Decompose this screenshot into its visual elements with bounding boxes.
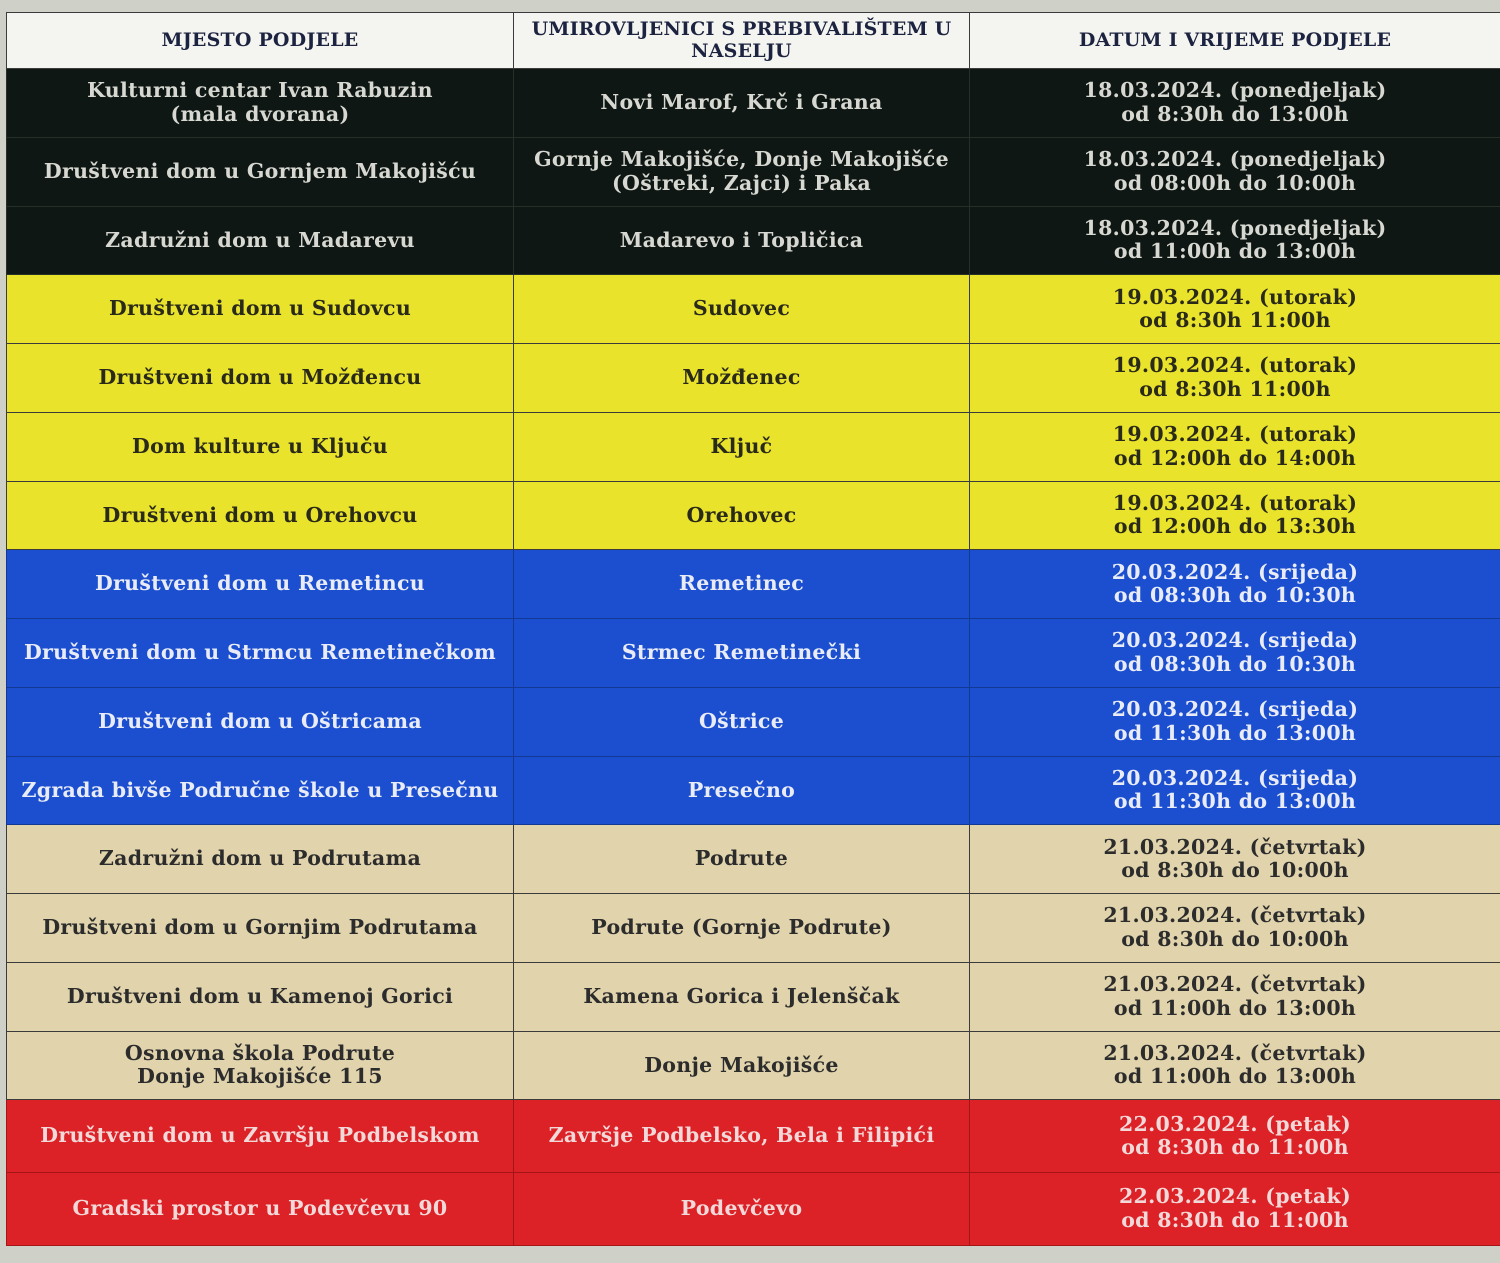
time-text: od 11:30h do 13:00h — [1113, 789, 1357, 814]
place-cell-text: Zadružni dom u Madarevu — [105, 227, 415, 252]
residents-cell — [514, 619, 970, 688]
date-text: 20.03.2024. (srijeda) — [1111, 765, 1359, 790]
datetime-cell — [970, 756, 1500, 825]
residents-cell-text: Remetinec — [678, 571, 805, 596]
residents-cell-text: Oštrice — [698, 708, 785, 733]
residents-cell — [514, 481, 970, 550]
residents-cell-text: Ključ — [710, 433, 773, 458]
datetime-cell — [970, 1173, 1500, 1246]
date-text: 21.03.2024. (četvrtak) — [1103, 903, 1367, 928]
place-cell — [7, 756, 514, 825]
header-place: MJESTO PODJELE — [7, 13, 514, 69]
table-row — [7, 1031, 1500, 1100]
header-datetime: DATUM I VRIJEME PODJELE — [970, 13, 1500, 69]
datetime-cell — [970, 275, 1500, 344]
header-residents — [514, 13, 970, 69]
residents-cell-text: Donje Makojišće — [644, 1052, 839, 1077]
table-row — [7, 481, 1500, 550]
place-cell-text: Društveni dom u Remetincu — [94, 571, 425, 596]
place-cell — [7, 687, 514, 756]
datetime-cell — [970, 206, 1500, 275]
place-cell — [7, 206, 514, 275]
time-text: od 8:30h do 11:00h — [1121, 1208, 1349, 1233]
table-row — [7, 894, 1500, 963]
date-text: 22.03.2024. (petak) — [1118, 1184, 1352, 1209]
residents-cell-text: Podrute (Gornje Podrute) — [591, 915, 892, 940]
residents-cell-text: Strmec Remetinečki — [621, 640, 862, 665]
place-cell-text: Društveni dom u Završju Podbelskom — [40, 1123, 480, 1148]
residents-cell-text: Sudovec — [692, 296, 791, 321]
residents-cell — [514, 412, 970, 481]
datetime-cell — [970, 481, 1500, 550]
datetime-cell — [970, 825, 1500, 894]
table-row — [7, 550, 1500, 619]
place-cell — [7, 1031, 514, 1100]
table-row — [7, 1173, 1500, 1246]
residents-cell — [514, 550, 970, 619]
place-cell-text: Osnovna škola Podrute — [124, 1040, 396, 1065]
place-cell-text: Donje Makojišće 115 — [137, 1064, 383, 1089]
table-row — [7, 69, 1500, 138]
header-residents-line2: NASELJU — [691, 39, 792, 62]
table-header-row — [7, 13, 1500, 69]
datetime-cell — [970, 137, 1500, 206]
time-text: od 08:00h do 10:00h — [1113, 170, 1357, 195]
date-text: 20.03.2024. (srijeda) — [1111, 628, 1359, 653]
time-text: od 8:30h do 13:00h — [1121, 101, 1349, 126]
place-cell — [7, 481, 514, 550]
header-residents-line1: UMIROVLJENICI S PREBIVALIŠTEM U — [531, 17, 952, 40]
datetime-cell — [970, 1031, 1500, 1100]
residents-cell-text: Novi Marof, Krč i Grana — [600, 90, 883, 115]
place-cell — [7, 344, 514, 413]
place-cell-text: Zadružni dom u Podrutama — [98, 846, 422, 871]
residents-cell — [514, 137, 970, 206]
place-cell — [7, 619, 514, 688]
residents-cell — [514, 756, 970, 825]
place-cell — [7, 275, 514, 344]
date-text: 19.03.2024. (utorak) — [1112, 490, 1358, 515]
place-cell-text: (mala dvorana) — [170, 101, 350, 126]
date-text: 18.03.2024. (ponedjeljak) — [1083, 215, 1387, 240]
datetime-cell — [970, 69, 1500, 138]
time-text: od 11:30h do 13:00h — [1113, 720, 1357, 745]
residents-cell — [514, 962, 970, 1031]
residents-cell — [514, 69, 970, 138]
date-text: 22.03.2024. (petak) — [1118, 1111, 1352, 1136]
table-row — [7, 619, 1500, 688]
table-row — [7, 825, 1500, 894]
table-body — [7, 69, 1500, 1246]
residents-cell-text: Završje Podbelsko, Bela i Filipići — [548, 1123, 935, 1148]
place-cell — [7, 69, 514, 138]
residents-cell-text: Podevčevo — [680, 1196, 803, 1221]
time-text: od 11:00h do 13:00h — [1113, 995, 1357, 1020]
place-cell — [7, 825, 514, 894]
table-row — [7, 962, 1500, 1031]
date-text: 19.03.2024. (utorak) — [1112, 353, 1358, 378]
residents-cell-text: Presečno — [687, 777, 796, 802]
table-row — [7, 206, 1500, 275]
time-text: od 8:30h do 10:00h — [1121, 926, 1349, 951]
place-cell-text: Društveni dom u Sudovcu — [108, 296, 412, 321]
date-text: 21.03.2024. (četvrtak) — [1103, 1040, 1367, 1065]
residents-cell — [514, 1031, 970, 1100]
residents-cell — [514, 894, 970, 963]
residents-cell — [514, 1100, 970, 1173]
place-cell-text: Dom kulture u Ključu — [132, 433, 388, 458]
time-text: od 8:30h do 11:00h — [1121, 1135, 1349, 1160]
place-cell-text: Društveni dom u Strmcu Remetinečkom — [23, 640, 496, 665]
date-text: 20.03.2024. (srijeda) — [1111, 559, 1359, 584]
place-cell — [7, 1173, 514, 1246]
date-text: 18.03.2024. (ponedjeljak) — [1083, 78, 1387, 103]
residents-cell — [514, 275, 970, 344]
table-row — [7, 412, 1500, 481]
place-cell-text: Društveni dom u Oštricama — [98, 708, 422, 733]
residents-cell — [514, 344, 970, 413]
residents-cell — [514, 687, 970, 756]
place-cell-text: Društveni dom u Gornjim Podrutama — [42, 915, 478, 940]
place-cell — [7, 550, 514, 619]
distribution-schedule-table — [6, 12, 1500, 1246]
table-row — [7, 344, 1500, 413]
place-cell-text: Zgrada bivše Područne škole u Presečnu — [21, 777, 499, 802]
time-text: od 08:30h do 10:30h — [1113, 651, 1357, 676]
time-text: od 08:30h do 10:30h — [1113, 583, 1357, 608]
place-cell — [7, 137, 514, 206]
datetime-cell — [970, 894, 1500, 963]
place-cell — [7, 894, 514, 963]
schedule-document — [6, 12, 1500, 1246]
residents-cell-text: Kamena Gorica i Jelenščak — [583, 983, 900, 1008]
time-text: od 12:00h do 14:00h — [1113, 445, 1357, 470]
time-text: od 8:30h 11:00h — [1139, 376, 1331, 401]
time-text: od 12:00h do 13:30h — [1113, 514, 1357, 539]
residents-cell — [514, 825, 970, 894]
time-text: od 11:00h do 13:00h — [1113, 1064, 1357, 1089]
datetime-cell — [970, 687, 1500, 756]
date-text: 21.03.2024. (četvrtak) — [1103, 972, 1367, 997]
residents-cell-text: Možđenec — [682, 365, 801, 390]
date-text: 19.03.2024. (utorak) — [1112, 284, 1358, 309]
place-cell-text: Društveni dom u Orehovcu — [102, 502, 418, 527]
place-cell-text: Kulturni centar Ivan Rabuzin — [87, 78, 433, 103]
table-row — [7, 687, 1500, 756]
date-text: 19.03.2024. (utorak) — [1112, 422, 1358, 447]
date-text: 20.03.2024. (srijeda) — [1111, 697, 1359, 722]
time-text: od 8:30h do 10:00h — [1121, 858, 1349, 883]
time-text: od 11:00h do 13:00h — [1113, 239, 1357, 264]
date-text: 21.03.2024. (četvrtak) — [1103, 834, 1367, 859]
residents-cell-text: Madarevo i Topličica — [619, 227, 864, 252]
residents-cell-text: (Oštreki, Zajci) i Paka — [612, 170, 871, 195]
table-row — [7, 275, 1500, 344]
place-cell-text: Gradski prostor u Podevčevu 90 — [72, 1196, 448, 1221]
residents-cell-text: Podrute — [694, 846, 789, 871]
place-cell — [7, 1100, 514, 1173]
residents-cell-text: Orehovec — [686, 502, 797, 527]
date-text: 18.03.2024. (ponedjeljak) — [1083, 147, 1387, 172]
datetime-cell — [970, 619, 1500, 688]
place-cell-text: Društveni dom u Možđencu — [98, 365, 422, 390]
residents-cell-text: Gornje Makojišće, Donje Makojišće — [534, 147, 949, 172]
place-cell — [7, 412, 514, 481]
residents-cell — [514, 1173, 970, 1246]
table-row — [7, 756, 1500, 825]
place-cell-text: Društveni dom u Kamenoj Gorici — [66, 983, 454, 1008]
table-row — [7, 1100, 1500, 1173]
datetime-cell — [970, 344, 1500, 413]
datetime-cell — [970, 550, 1500, 619]
place-cell-text: Društveni dom u Gornjem Makojišću — [43, 158, 477, 183]
place-cell — [7, 962, 514, 1031]
residents-cell — [514, 206, 970, 275]
table-row — [7, 137, 1500, 206]
datetime-cell — [970, 962, 1500, 1031]
datetime-cell — [970, 1100, 1500, 1173]
datetime-cell — [970, 412, 1500, 481]
time-text: od 8:30h 11:00h — [1139, 308, 1331, 333]
